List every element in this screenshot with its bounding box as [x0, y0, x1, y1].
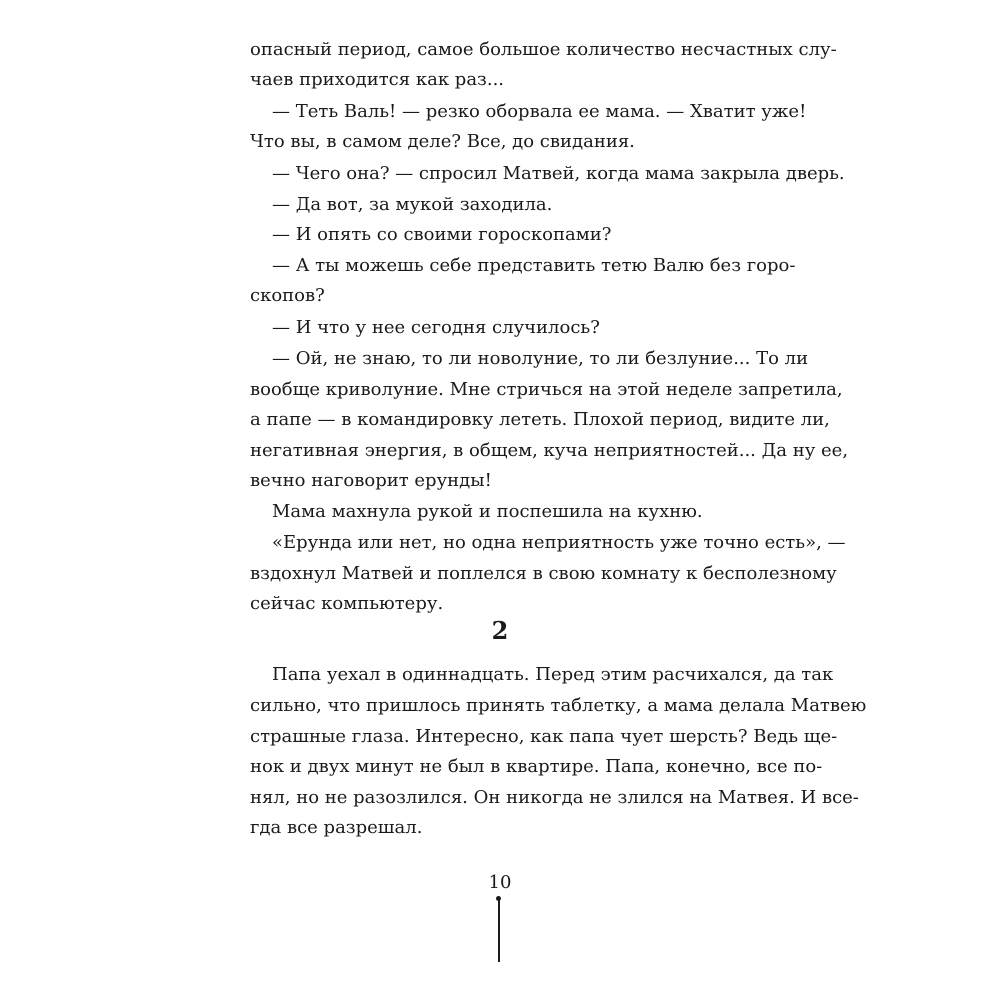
text-line: — И опять со своими гороскопами?	[272, 224, 612, 245]
text-line: сейчас компьютеру.	[250, 593, 444, 614]
text-line: сильно, что пришлось принять таблетку, а мама делала Матвею	[250, 695, 867, 716]
text-line: «Ерунда или нет, но одна неприятность уже точно есть», —	[272, 532, 846, 553]
chapter-number: 2	[491, 616, 509, 645]
text-line: вообще криволуние. Мне стричься на этой неделе запретила,	[250, 379, 843, 400]
text-line: негативная энергия, в общем, куча неприятностей... Да ну ее,	[250, 440, 849, 461]
text-line: скопов?	[250, 285, 325, 306]
text-line: — Да вот, за мукой заходила.	[272, 194, 553, 215]
text-line: — Ой, не знаю, то ли новолуние, то ли безлуние... То ли	[272, 348, 809, 369]
text-line: Мама махнула рукой и поспешила на кухню.	[272, 501, 703, 522]
text-line: нял, но не разозлился. Он никогда не злился на Матвея. И все-	[250, 787, 859, 808]
text-line: нок и двух минут не был в квартире. Папа, конечно, все по-	[250, 756, 823, 777]
page-number-rule	[498, 900, 500, 962]
text-line: — Теть Валь! — резко оборвала ее мама. — Хватит уже!	[272, 101, 807, 122]
text-line: — И что у нее сегодня случилось?	[272, 317, 600, 338]
text-line: Что вы, в самом деле? Все, до свидания.	[250, 131, 635, 152]
text-line: опасный период, самое большое количество несчастных слу-	[250, 39, 837, 60]
text-line: вздохнул Матвей и поплелся в свою комнату к бесполезному	[250, 563, 837, 584]
text-line: а папе — в командировку лететь. Плохой период, видите ли,	[250, 409, 830, 430]
text-line: чаев приходится как раз...	[250, 69, 505, 90]
page-number: 10	[488, 872, 512, 893]
text-line: страшные глаза. Интересно, как папа чует шерсть? Ведь ще-	[250, 726, 838, 747]
text-line: гда все разрешал.	[250, 817, 423, 838]
text-line: — А ты можешь себе представить тетю Валю без горо-	[272, 255, 796, 276]
text-line: Папа уехал в одиннадцать. Перед этим расчихался, да так	[272, 664, 834, 685]
text-line: — Чего она? — спросил Матвей, когда мама закрыла дверь.	[272, 163, 845, 184]
text-line: вечно наговорит ерунды!	[250, 470, 492, 491]
